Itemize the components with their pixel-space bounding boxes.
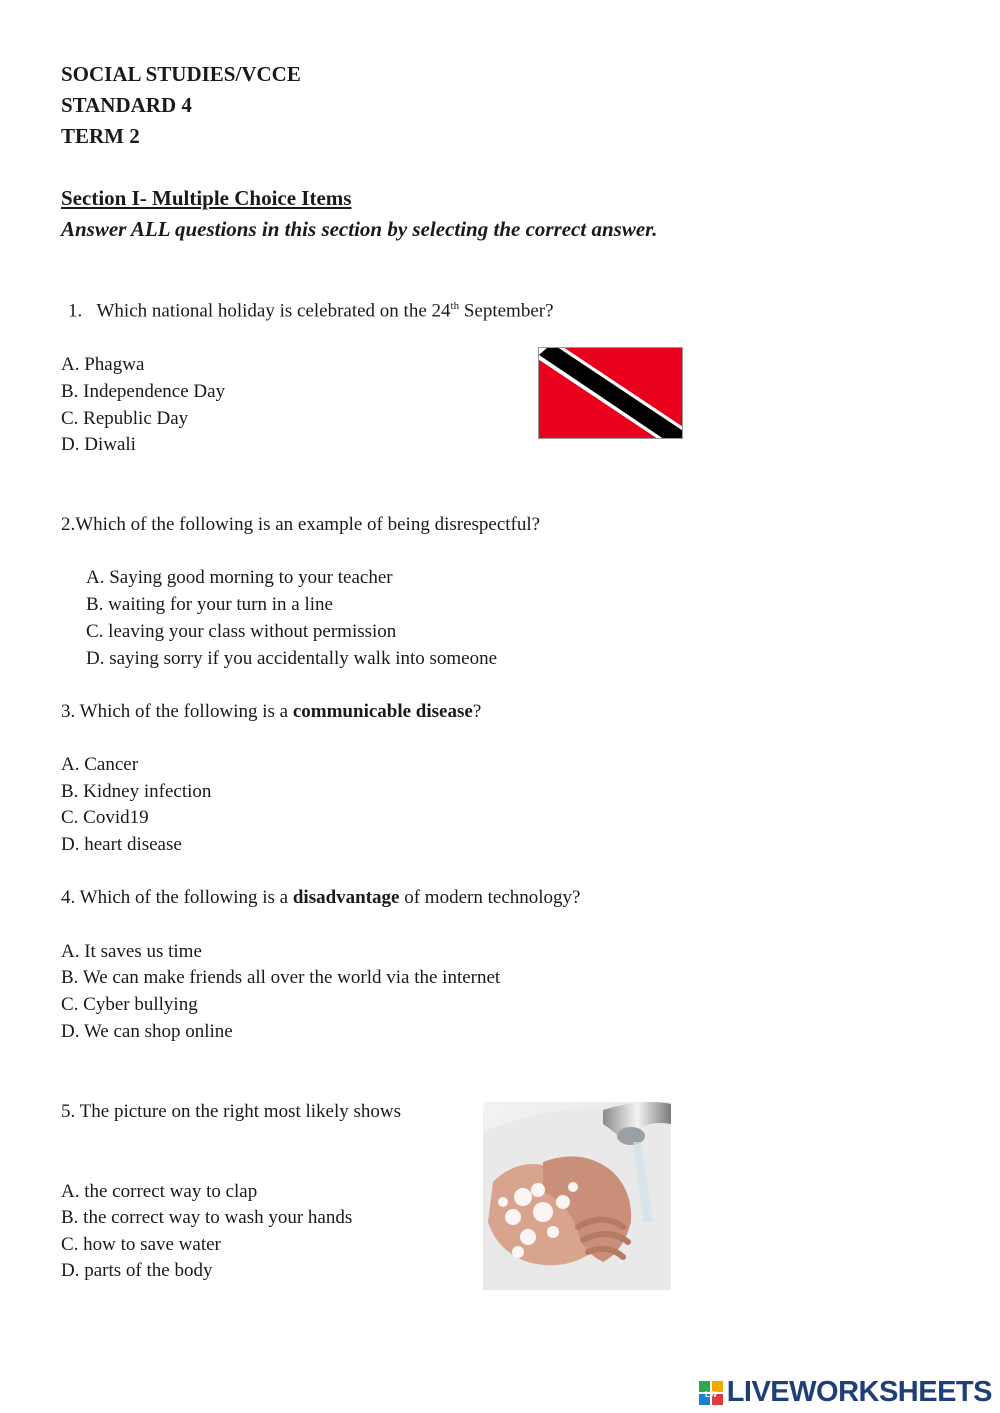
question-3-option-d[interactable]: D. heart disease bbox=[61, 834, 182, 855]
question-1 bbox=[68, 300, 554, 322]
liveworksheets-logo-icon bbox=[698, 1380, 724, 1406]
question-1-superscript: th bbox=[450, 300, 460, 312]
question-3-text-after: ? bbox=[472, 701, 482, 722]
trinidad-flag-image bbox=[538, 347, 683, 439]
question-2-option-a[interactable]: A. Saying good morning to your teacher bbox=[86, 567, 393, 588]
question-1-number: 1. bbox=[68, 300, 83, 322]
question-4 bbox=[61, 887, 580, 909]
question-4-option-d[interactable]: D. We can shop online bbox=[61, 1021, 233, 1042]
question-1-option-a[interactable]: A. Phagwa bbox=[61, 354, 145, 375]
subject-heading: SOCIAL STUDIES/VCCE bbox=[61, 62, 301, 86]
question-4-option-b[interactable]: B. We can make friends all over the world via the internet bbox=[61, 967, 501, 988]
question-2: 2.Which of the following is an example of being disrespectful? bbox=[61, 514, 541, 535]
handwashing-photo bbox=[483, 1102, 671, 1290]
question-4-option-c[interactable]: C. Cyber bullying bbox=[61, 994, 198, 1015]
section-title: Section I- Multiple Choice Items bbox=[61, 186, 352, 210]
question-3 bbox=[61, 701, 481, 723]
question-3-option-c[interactable]: C. Covid19 bbox=[61, 807, 149, 828]
liveworksheets-logo[interactable] bbox=[698, 1376, 992, 1409]
question-5-option-a[interactable]: A. the correct way to clap bbox=[61, 1181, 258, 1202]
question-4-bold-term: disadvantage bbox=[292, 887, 400, 908]
question-3-option-a[interactable]: A. Cancer bbox=[61, 754, 139, 775]
question-2-option-d[interactable]: D. saying sorry if you accidentally walk into someone bbox=[86, 648, 498, 669]
section-instruction: Answer ALL questions in this section by selecting the correct answer. bbox=[61, 217, 658, 241]
question-5-option-c[interactable]: C. how to save water bbox=[61, 1234, 221, 1255]
question-2-option-b[interactable]: B. waiting for your turn in a line bbox=[86, 594, 333, 615]
question-4-text-after: of modern technology? bbox=[399, 887, 581, 908]
question-5: 5. The picture on the right most likely shows bbox=[61, 1101, 402, 1122]
question-3-bold-term: communicable disease bbox=[292, 701, 473, 722]
term-heading: TERM 2 bbox=[61, 124, 140, 148]
question-2-option-c[interactable]: C. leaving your class without permission bbox=[86, 621, 397, 642]
liveworksheets-logo-text: LIVEWORKSHEETS bbox=[726, 1376, 992, 1408]
question-3-option-b[interactable]: B. Kidney infection bbox=[61, 781, 212, 802]
question-3-text-before: 3. Which of the following is a bbox=[61, 701, 293, 722]
question-1-text-before: Which national holiday is celebrated on the 24 bbox=[96, 300, 451, 322]
question-1-option-d[interactable]: D. Diwali bbox=[61, 434, 136, 455]
question-1-option-c[interactable]: C. Republic Day bbox=[61, 408, 189, 429]
question-5-option-b[interactable]: B. the correct way to wash your hands bbox=[61, 1207, 353, 1228]
standard-heading: STANDARD 4 bbox=[61, 93, 192, 117]
logo-icon-letters: LW bbox=[704, 1389, 717, 1399]
question-4-option-a[interactable]: A. It saves us time bbox=[61, 941, 202, 962]
question-5-option-d[interactable]: D. parts of the body bbox=[61, 1260, 213, 1281]
question-1-option-b[interactable]: B. Independence Day bbox=[61, 381, 226, 402]
question-1-text-after: September? bbox=[459, 300, 554, 322]
question-4-text-before: 4. Which of the following is a bbox=[61, 887, 293, 908]
